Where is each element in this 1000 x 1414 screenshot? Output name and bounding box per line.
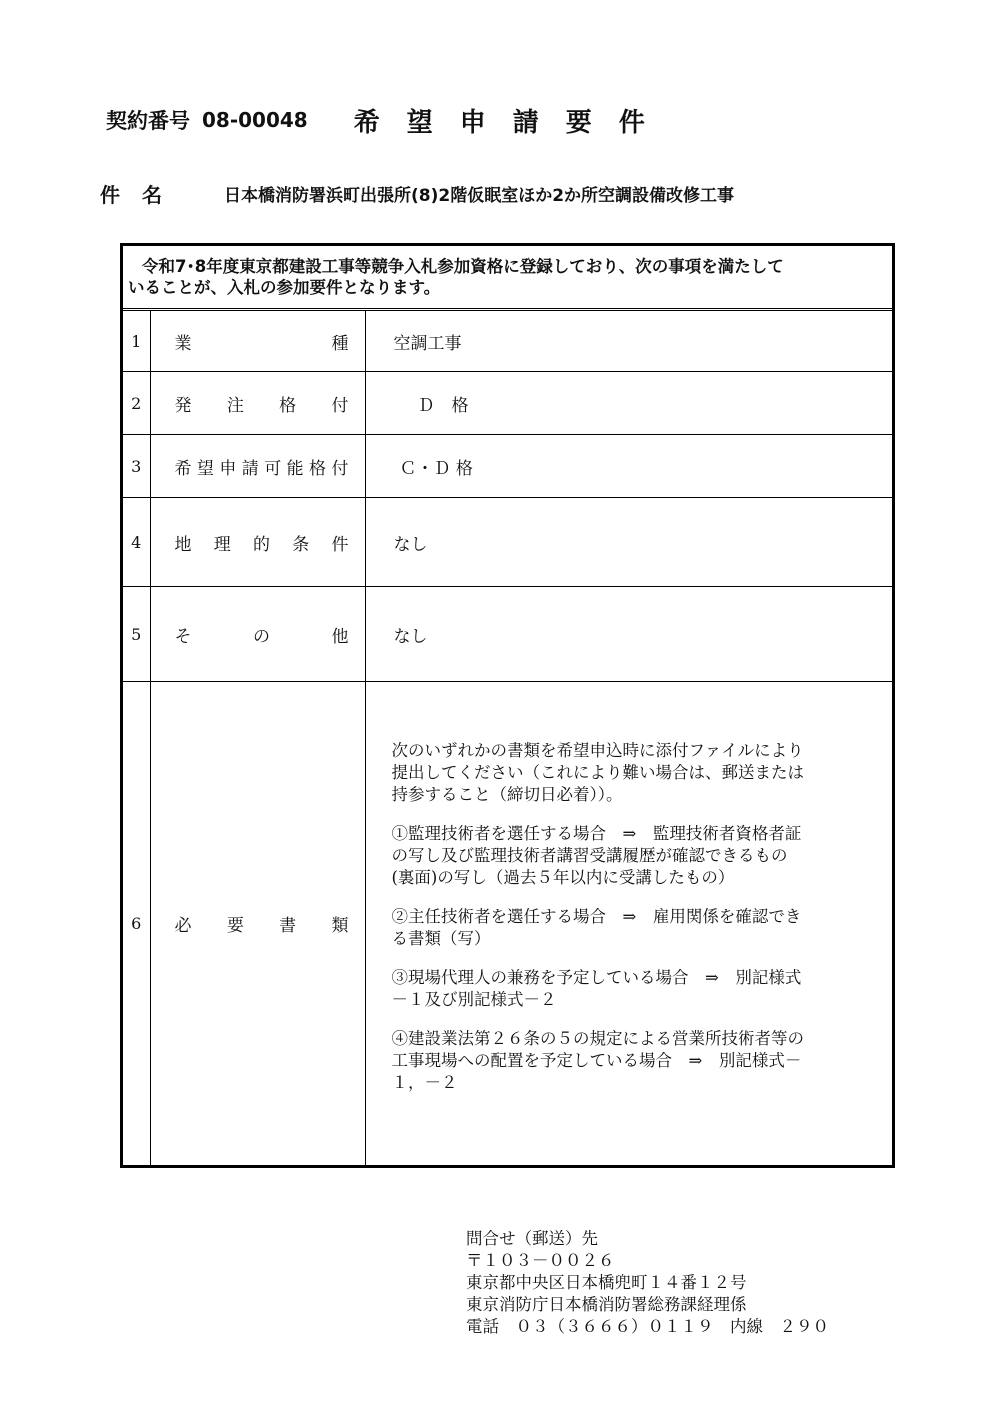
row-item	[150, 682, 365, 1165]
contact-office: 東京消防庁日本橋消防署総務課経理係	[466, 1295, 747, 1314]
item-label: 希 望 申 請 可 能 格 付	[174, 458, 349, 479]
contact-postal-code: 〒１０３－００２６	[466, 1251, 615, 1270]
docs-line: １，－２	[391, 1073, 458, 1092]
docs-paragraph	[392, 906, 889, 950]
row-item	[150, 310, 365, 372]
row-number: 1	[123, 310, 150, 372]
requirements-table	[123, 308, 892, 1165]
docs-line: (裏面)の写し（過去５年以内に受講したもの）	[391, 868, 735, 887]
item-label: 業 種	[174, 333, 349, 354]
docs-paragraph	[392, 1028, 889, 1094]
contract-number: 08-00048	[202, 108, 308, 132]
item-label: そ の 他	[174, 626, 349, 647]
row-value: Ｃ・Ｄ 格	[365, 435, 892, 498]
docs-line: る書類（写）	[391, 929, 491, 948]
subject-name: 日本橋消防署浜町出張所(8)2階仮眠室ほか2か所空調設備改修工事	[224, 185, 735, 206]
row-number: 6	[123, 682, 150, 1165]
contact-heading: 問合せ（郵送）先	[466, 1229, 598, 1248]
table-row	[123, 682, 892, 1165]
docs-line: ③現場代理人の兼務を予定している場合 ⇒ 別記様式	[391, 968, 802, 987]
intro-line-1: 令和7･8年度東京都建設工事等競争入札参加資格に登録しており、次の事項を満たして	[142, 257, 784, 276]
contact-phone: 電話 ０３（３６６６）０１１９ 内線 ２９０	[466, 1317, 829, 1336]
table-row	[123, 435, 892, 498]
row-value: Ｄ 格	[365, 372, 892, 435]
docs-paragraph	[392, 740, 889, 806]
intro-text	[123, 246, 892, 308]
intro-line-2: いることが、入札の参加要件となります。	[128, 278, 441, 297]
contact-block	[466, 1228, 829, 1338]
row-number: 3	[123, 435, 150, 498]
item-label: 地 理 的 条 件	[174, 534, 349, 555]
docs-paragraph	[392, 967, 889, 1011]
subject-label: 件名	[100, 182, 184, 207]
docs-line: ④建設業法第２６条の５の規定による営業所技術者等の	[391, 1029, 804, 1048]
row-number: 5	[123, 587, 150, 682]
docs-paragraph	[392, 823, 889, 889]
docs-line: 持参すること（締切日必着））。	[391, 785, 623, 804]
docs-line: 工事現場への配置を予定している場合 ⇒ 別記様式－	[391, 1051, 802, 1070]
required-documents	[365, 682, 892, 1165]
row-number: 2	[123, 372, 150, 435]
docs-line: 提出してください（これにより難い場合は、郵送または	[391, 763, 804, 782]
document-title: 希望申請要件	[353, 107, 672, 138]
table-row	[123, 587, 892, 682]
row-item	[150, 435, 365, 498]
contract-number-label: 契約番号	[106, 109, 190, 133]
row-item	[150, 372, 365, 435]
row-value: なし	[365, 498, 892, 587]
document-header	[106, 100, 672, 140]
subject-row	[100, 176, 734, 210]
row-value: 空調工事	[365, 310, 892, 372]
docs-line: の写し及び監理技術者講習受講履歴が確認できるもの	[391, 846, 788, 865]
row-item	[150, 498, 365, 587]
table-row	[123, 372, 892, 435]
docs-line: ①監理技術者を選任する場合 ⇒ 監理技術者資格者証	[391, 824, 802, 843]
row-item	[150, 587, 365, 682]
item-label: 発 注 格 付	[174, 395, 349, 416]
docs-line: ②主任技術者を選任する場合 ⇒ 雇用関係を確認でき	[391, 907, 802, 926]
table-row	[123, 310, 892, 372]
docs-line: －１及び別記様式－２	[391, 990, 557, 1009]
row-value: なし	[365, 587, 892, 682]
item-label: 必 要 書 類	[174, 915, 349, 936]
requirements-frame	[120, 243, 895, 1168]
table-row	[123, 498, 892, 587]
docs-line: 次のいずれかの書類を希望申込時に添付ファイルにより	[391, 741, 804, 760]
contact-address: 東京都中央区日本橋兜町１４番１２号	[466, 1273, 747, 1292]
row-number: 4	[123, 498, 150, 587]
